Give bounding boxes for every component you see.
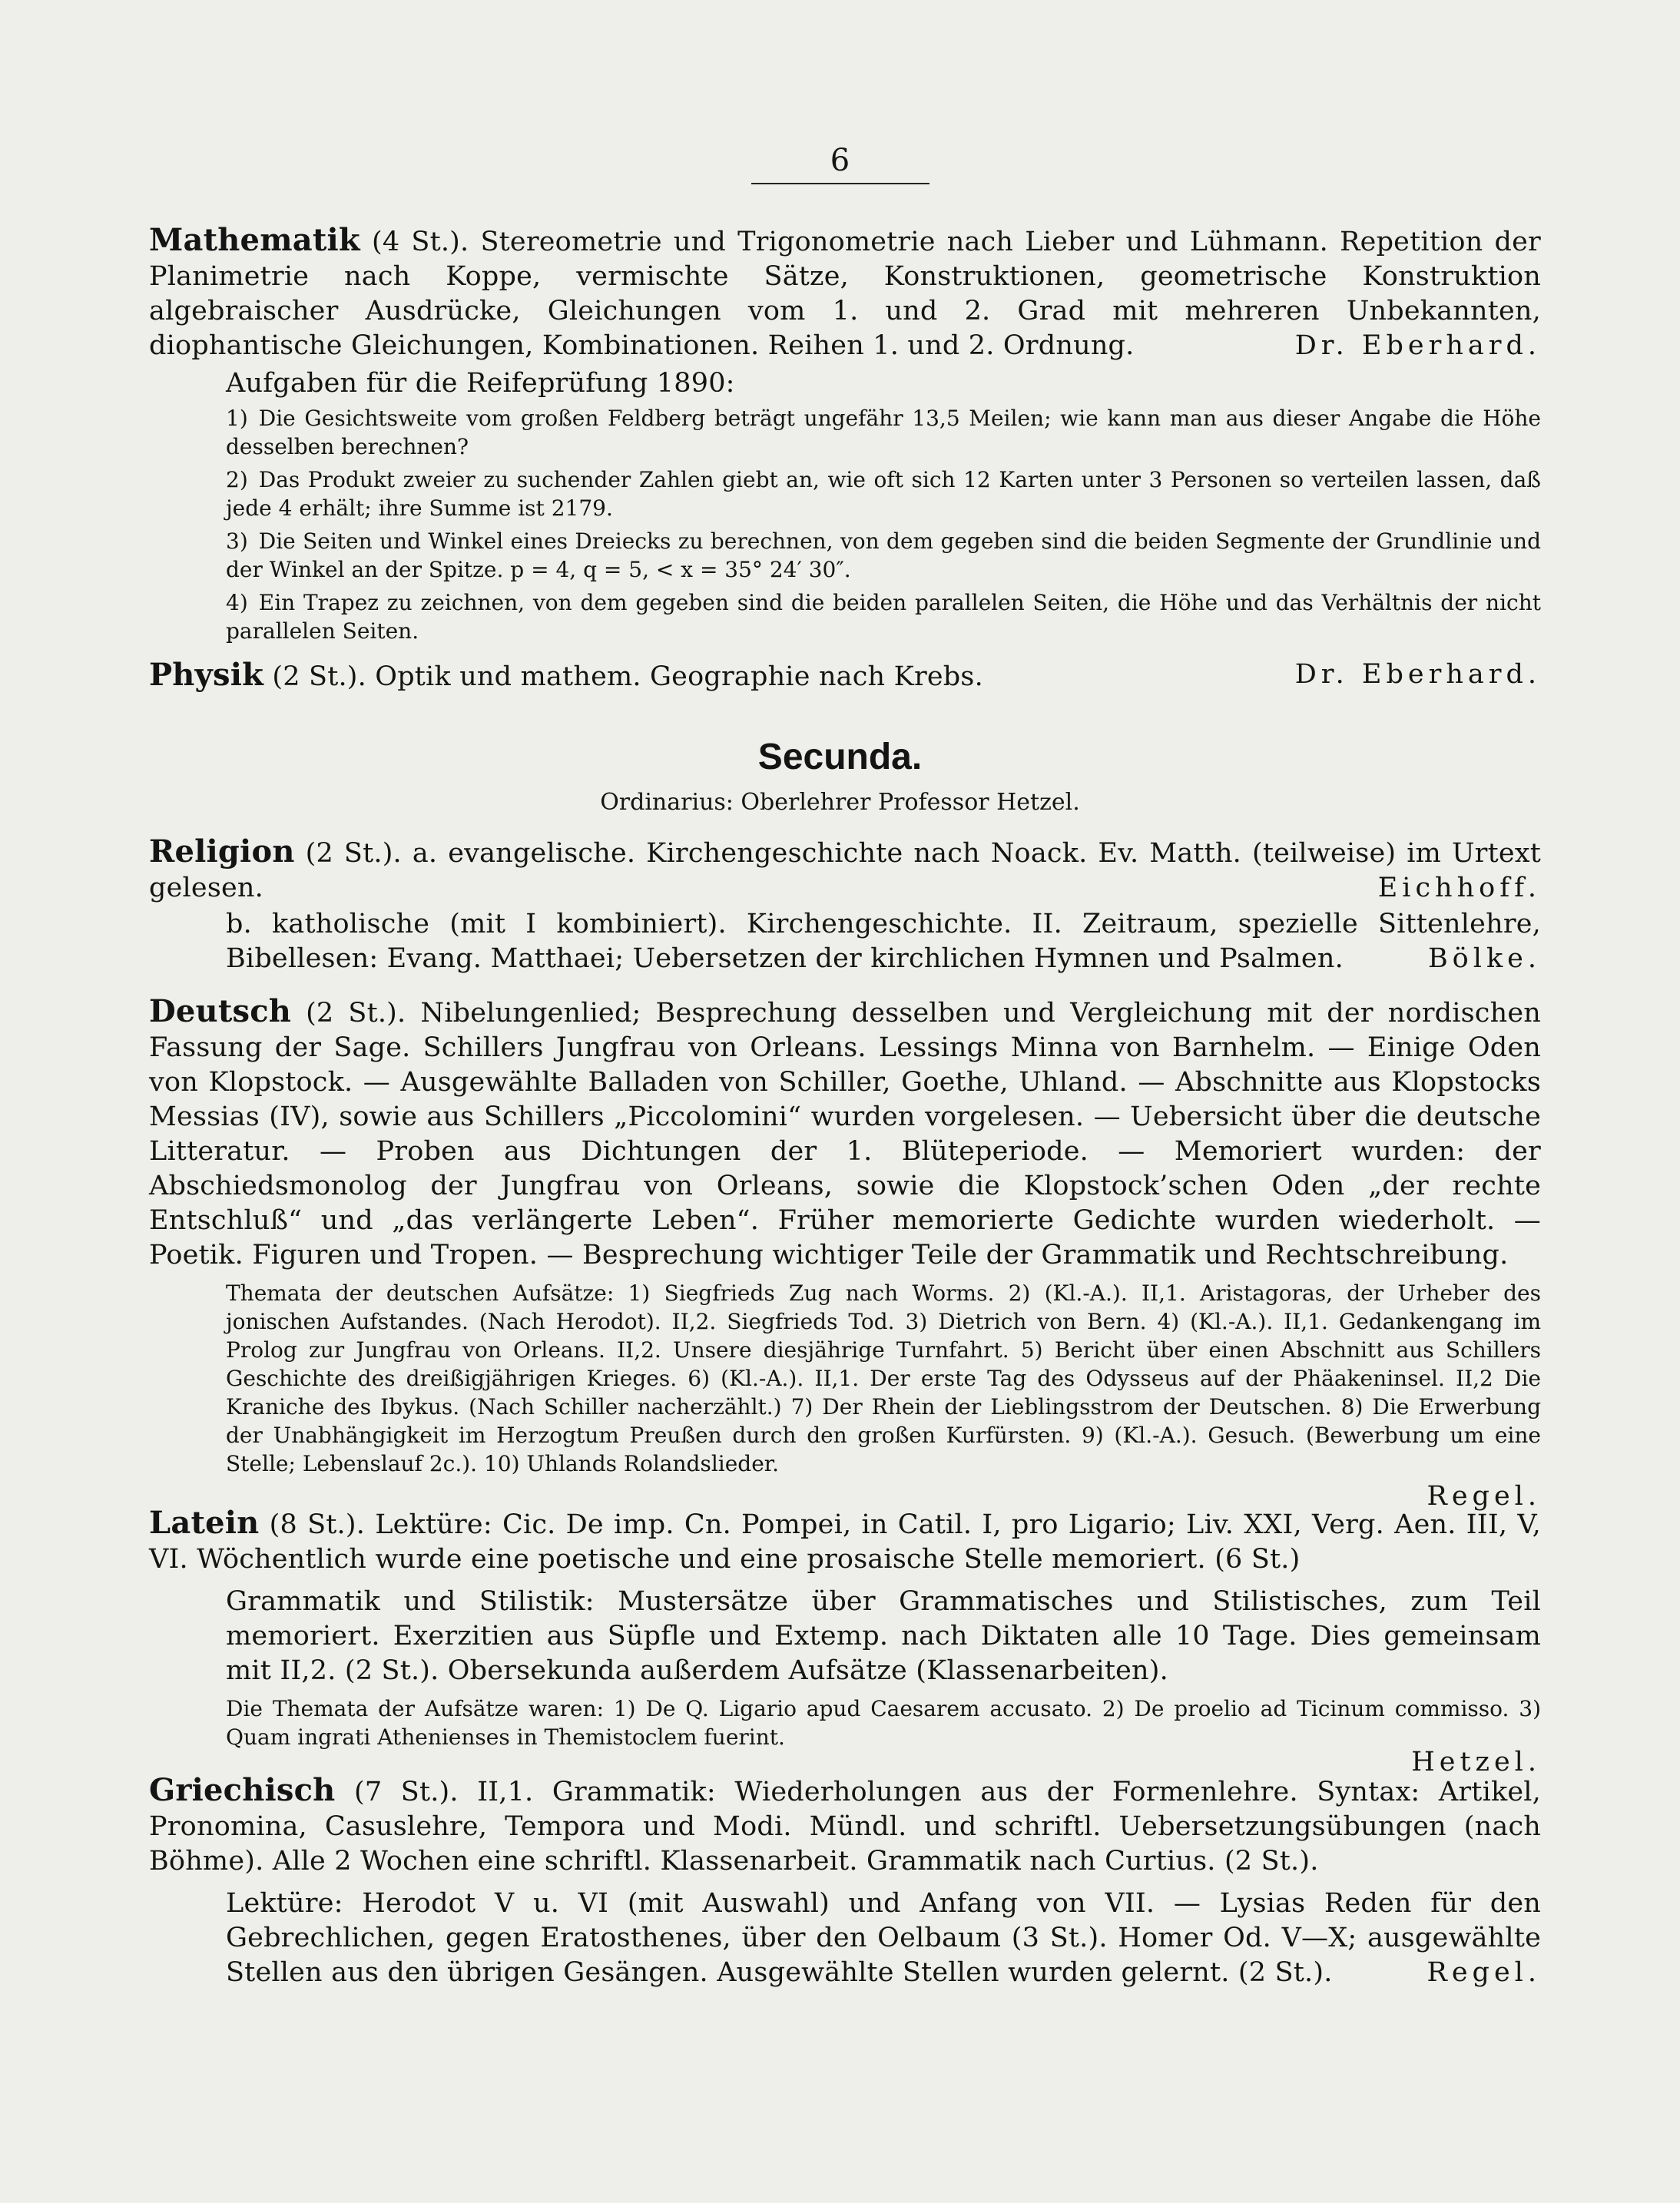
deutsch-themes: Themata der deutschen Aufsätze: 1) Siegfrieds Zug nach Worms. 2) (Kl.-A.). II,1. Aristagoras, der Urheber des jonischen Aufstandes. (Nach Herodot). II,2. Siegfrieds Tod. 3) Dietrich von Bern. 4) (Kl.-A.). II,1. Gedankengang im Prolog zur Jungfrau von Orleans. II,2. Unsere diesjährige Turnfahrt. 5) Bericht über einen Abschnitt aus Schillers Geschichte des dreißigjährigen Krieges. 6) (Kl.-A.). II,1. Der erste Tag des Odysseus auf der Phäakeninsel. II,2 Die Kraniche des Ibykus. (Nach Schiller nacherzählt.) 7) Der Rhein der Lieblingsstrom der Deutschen. 8) Die Erwerbung der Unabhängigkeit im Herzogtum Preußen durch den großen Kurfürsten. 9) (Kl.-A.). Gesuch. (Bewerbung um eine Stelle; Lebenslauf 2c.). 10) Uhlands Rolandslieder. <box>226 1280 1541 1476</box>
section-latein <box>149 1506 1541 1777</box>
physik-paragraph <box>149 658 1541 694</box>
task-number: 1) <box>226 406 248 431</box>
griechisch-heading: Griechisch <box>149 1772 336 1808</box>
griechisch-paragraph <box>149 1773 1541 1879</box>
secunda-ordinarius: Ordinarius: Oberlehrer Professor Hetzel. <box>600 789 1080 816</box>
physik-text: (2 St.). Optik und mathem. Geographie nach Krebs. <box>272 661 983 692</box>
deutsch-text: (2 St.). Nibelungenlied; Besprechung desselben und Vergleichung mit der nordischen Fassung der Sage. Schillers Jungfrau von Orleans. Lessings Minna von Barnhelm. — Einige Oden von Klopstock. — Ausgewählte Balladen von Schiller, Goethe, Uhland. — Abschnitte aus Klopstocks Messias (IV), sowie aus Schillers „Piccolomini“ wurden vorgelesen. — Uebersicht über die deutsche Litteratur. — Proben aus Dichtungen der 1. Blüteperiode. — Memoriert wurden: der Abschiedsmonolog der Jungfrau von Orleans, sowie die Klopstock’schen Oden „der rechte Entschluß“ und „das verlängerte Leben“. Früher memorierte Gedichte wurden wiederholt. — Poetik. Figuren und Tropen. — Besprechung wichtiger Teile der Grammatik und Rechtschreibung. <box>149 998 1542 1270</box>
section-deutsch <box>149 994 1541 1512</box>
deutsch-teacher: Regel. <box>1427 1481 1541 1512</box>
religion-a-paragraph <box>149 834 1541 906</box>
task-item <box>226 404 1541 461</box>
latein-grammar: Grammatik und Stilistik: Mustersätze über Grammatisches und Stilistisches, zum Teil memoriert. Exerzitien aus Süpfle und Extemp. nach Diktaten alle 10 Tage. Dies gemeinsam mit II,2. (2 St.). Obersekunda außerdem Aufsätze (Klassenarbeiten). <box>226 1586 1541 1686</box>
mathematik-tasks-heading: Aufgaben für die Reifeprüfung 1890: <box>226 368 735 399</box>
task-item <box>226 588 1541 645</box>
task-text: Die Seiten und Winkel eines Dreiecks zu berechnen, von dem gegeben sind die beiden Segmente der Grundlinie und der Winkel an der Spitze. p = 4, q = 5, < x = 35° 24′ 30″. <box>226 528 1541 582</box>
mathematik-text: (4 St.). Stereometrie und Trigonometrie nach Lieber und Lühmann. Repetition der Planimetrie nach Koppe, vermischte Sätze, Konstruktionen, geometrische Konstruktion algebraischer Ausdrücke, Gleichungen vom 1. und 2. Grad mit mehreren Unbekannten, diophantische Gleichungen, Kombinationen. Reihen 1. und 2. Ordnung. <box>149 227 1541 361</box>
task-number: 4) <box>226 590 248 615</box>
physik-heading: Physik <box>149 657 264 693</box>
latein-teacher: Hetzel. <box>1411 1747 1541 1777</box>
religion-b-teacher: Bölke. <box>1427 943 1541 974</box>
religion-heading: Religion <box>149 833 295 870</box>
task-text: Ein Trapez zu zeichnen, von dem gegeben sind die beiden parallelen Seiten, die Höhe und das Verhältnis der nicht parallelen Seiten. <box>226 590 1541 644</box>
latein-paragraph <box>149 1506 1541 1577</box>
mathematik-task-list <box>149 404 1541 645</box>
section-religion <box>149 834 1541 976</box>
section-physik <box>149 658 1541 694</box>
mathematik-heading: Mathematik <box>149 222 360 258</box>
section-mathematik <box>149 223 1541 650</box>
religion-a-teacher: Eichhoff. <box>1377 873 1541 903</box>
griechisch-lektuere-text: Lektüre: Herodot V u. VI (mit Auswahl) und Anfang von VII. — Lysias Reden für den Gebrechlichen, gegen Eratosthenes, über den Oelbaum (3 St.). Homer Od. V—X; ausgewählte Stellen aus den übrigen Gesängen. Ausgewählte Stellen wurden gelernt. (2 St.). <box>226 1888 1541 1988</box>
task-number: 3) <box>226 528 248 554</box>
religion-a-text: (2 St.). a. evangelische. Kirchengeschichte nach Noack. Ev. Matth. (teilweise) im Urtext gelesen. <box>149 838 1541 903</box>
physik-teacher: Dr. Eberhard. <box>1294 659 1541 690</box>
task-text: Die Gesichtsweite vom großen Feldberg beträgt ungefähr 13,5 Meilen; wie kann man aus dieser Angabe die Höhe desselben berechnen? <box>226 406 1541 459</box>
task-item <box>226 465 1541 522</box>
religion-b-paragraph <box>149 907 1541 976</box>
page-number-rule <box>751 183 929 184</box>
griechisch-text: (7 St.). II,1. Grammatik: Wiederholungen aus der Formenlehre. Syntax: Artikel, Pronomina, Casuslehre, Tempora und Modi. Mündl. und schriftl. Uebersetzungsübungen (nach Böhme). Alle 2 Wochen eine schriftl. Klassenarbeit. Grammatik nach Curtius. (2 St.). <box>149 1777 1542 1877</box>
latein-heading: Latein <box>149 1505 260 1541</box>
task-number: 2) <box>226 467 248 492</box>
latein-themes: Die Themata der Aufsätze waren: 1) De Q. Ligario apud Caesarem accusato. 2) De proelio ad Ticinum commisso. 3) Quam ingrati Athenienses in Themistoclem fuerint. <box>226 1696 1541 1750</box>
task-item <box>226 527 1541 584</box>
secunda-title: Secunda. <box>757 737 923 777</box>
section-griechisch <box>149 1773 1541 1990</box>
task-text: Das Produkt zweier zu suchender Zahlen giebt an, wie oft sich 12 Karten unter 3 Personen so verteilen lassen, daß jede 4 erhält; ihre Summe ist 2179. <box>226 467 1541 521</box>
page-number: 6 <box>830 143 850 178</box>
griechisch-lektuere <box>149 1887 1541 1990</box>
latein-text: (8 St.). Lektüre: Cic. De imp. Cn. Pompei, in Catil. I, pro Ligario; Liv. XXI, Verg. Aen. III, V, VI. Wöchentlich wurde eine poetische und eine prosaische Stelle memoriert. (6 St.) <box>149 1509 1542 1575</box>
griechisch-teacher: Regel. <box>1427 1957 1541 1988</box>
mathematik-teacher: Dr. Eberhard. <box>1294 330 1541 361</box>
mathematik-paragraph <box>149 223 1541 363</box>
religion-b-text: b. katholische (mit I kombiniert). Kirchengeschichte. II. Zeitraum, spezielle Sittenlehre, Bibellesen: Evang. Matthaei; Uebersetzen der kirchlichen Hymnen und Psalmen. <box>226 909 1541 974</box>
deutsch-heading: Deutsch <box>149 993 292 1029</box>
deutsch-paragraph <box>149 994 1541 1273</box>
